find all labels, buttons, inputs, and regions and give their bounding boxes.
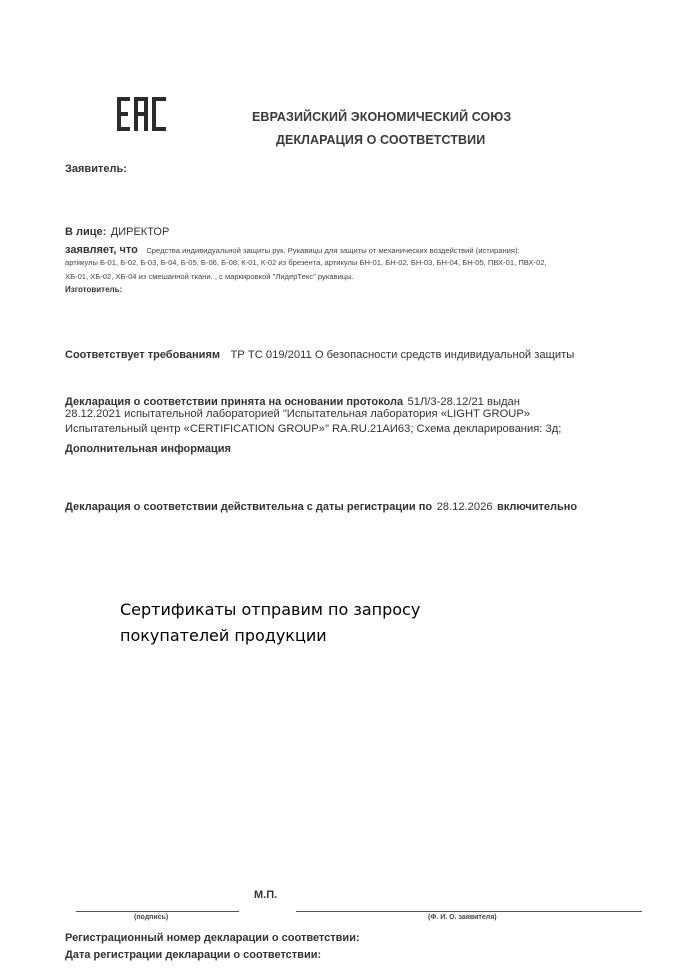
person-value: ДИРЕКТОР: [110, 226, 170, 238]
person-row: [65, 222, 169, 240]
validity-row: [65, 497, 577, 515]
basis-protocol: 51Л/3-28.12/21 выдан: [407, 396, 520, 408]
eac-logo-icon: [116, 96, 168, 132]
basis-line-3: Испытательный центр «CERTIFICATION GROUP»" RA.RU.21АИ63; Схема декларирования: 3д;: [65, 423, 562, 435]
validity-label: Декларация о соответствии действительна с даты регистрации по: [65, 501, 433, 513]
signature-line: [76, 911, 239, 912]
validity-suffix: включительно: [497, 501, 578, 513]
registration-date-label: Дата регистрации декларации о соответствии:: [65, 949, 322, 961]
person-label: В лице:: [65, 226, 107, 238]
union-title: ЕВРАЗИЙСКИЙ ЭКОНОМИЧЕСКИЙ СОЮЗ: [252, 110, 512, 124]
name-line: [296, 911, 642, 912]
signature-caption: (подпись): [134, 914, 169, 921]
additional-info-label: Дополнительная информация: [65, 443, 231, 455]
requirements-label: Соответствует требованиям: [65, 349, 220, 361]
eac-logo: [116, 96, 168, 132]
requirements-row: [65, 345, 574, 363]
declares-line-3: ХБ-01, ХБ-02, ХБ-04 из смешанной ткани. , с маркировкой "ЛидерТекс" рукавицы.: [65, 272, 354, 281]
basis-line-2: 28.12.2021 испытательной лабораторией "Испытательная лаборатория «LIGHT GROUP»: [65, 408, 531, 420]
notice-line-1: Сертификаты отправим по запросу: [120, 600, 421, 619]
declares-line-1: Средства индивидуальной защиты рук. Рукавицы для защиты от механических воздействий (истирания):: [146, 246, 520, 255]
validity-date: 28.12.2026: [436, 501, 493, 513]
registration-number-label: Регистрационный номер декларации о соответствии:: [65, 932, 360, 944]
manufacturer-label: Изготовитель:: [65, 285, 123, 294]
declares-label: заявляет, что: [65, 244, 138, 256]
notice-line-2: покупателей продукции: [120, 626, 327, 645]
basis-label: Декларация о соответствии принята на основании протокола: [65, 396, 404, 408]
requirements-value: ТР ТС 019/2011 О безопасности средств индивидуальной защиты: [230, 349, 575, 361]
name-caption: (Ф. И. О. заявителя): [428, 914, 497, 921]
applicant-label: Заявитель:: [65, 163, 127, 175]
declares-line-2: артикулы Б-01, Б-02, Б-03, Б-04, Б-05, Б-06, Б-08, К-01, К-02 из брезента, артикулы БН-01, БН-02, БН-03, БН-04, БН-05, ПВХ-01, ПВХ-02,: [65, 258, 547, 267]
document-title: ДЕКЛАРАЦИЯ О СООТВЕТСТВИИ: [276, 133, 486, 147]
stamp-label: М.П.: [254, 889, 278, 901]
